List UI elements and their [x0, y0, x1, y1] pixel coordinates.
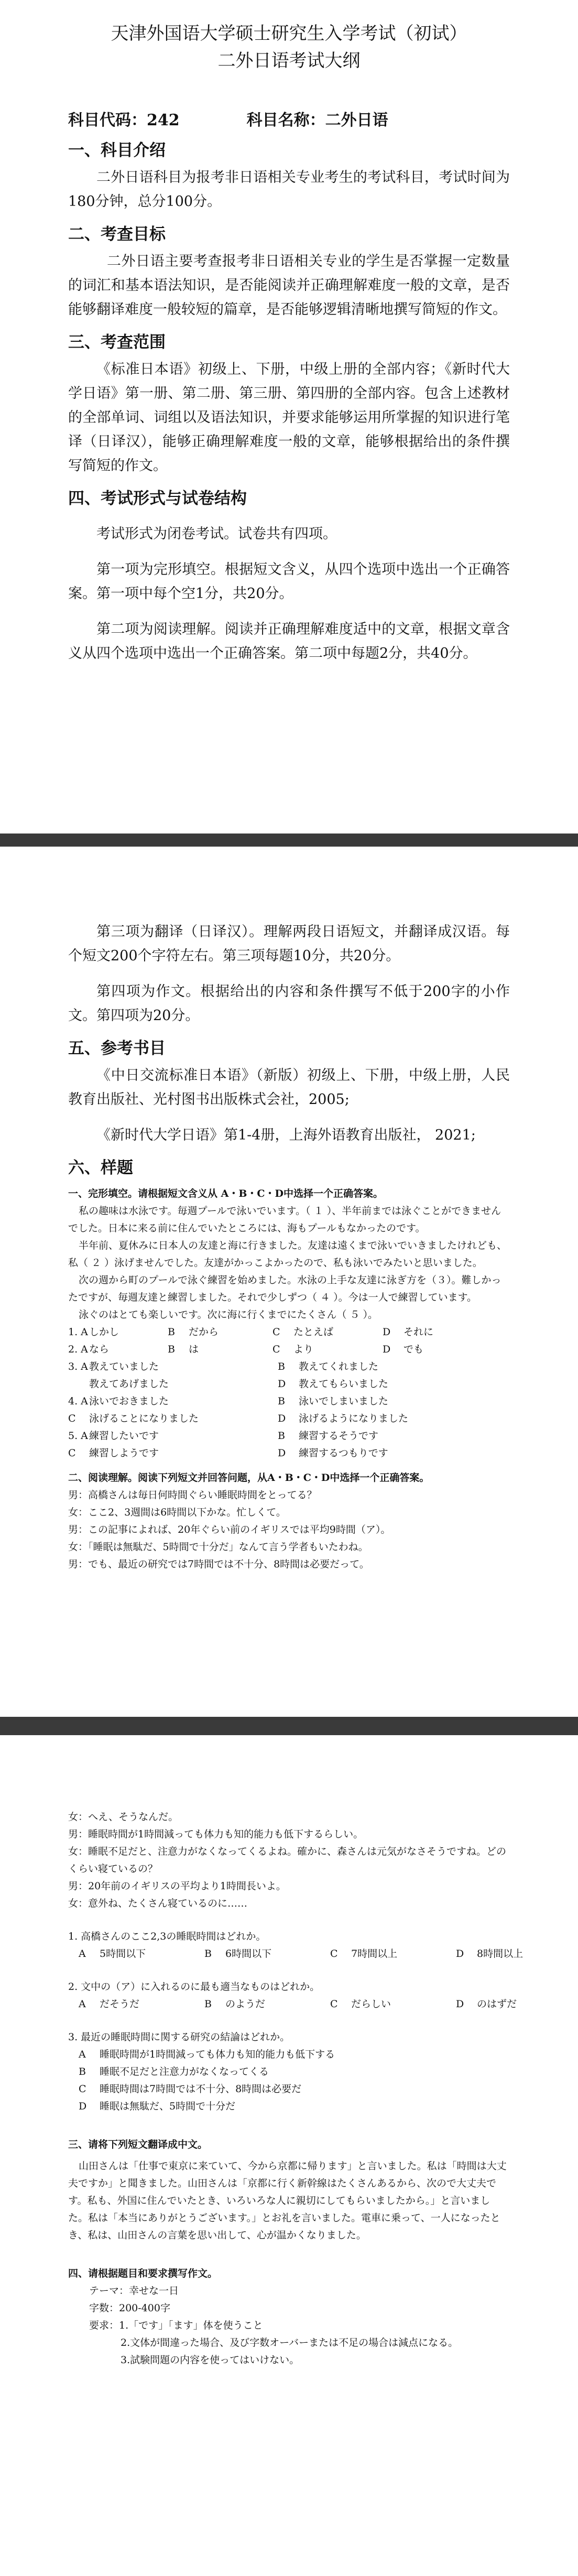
option-key: C	[330, 1948, 338, 1960]
option-text: は	[189, 1344, 199, 1355]
option-key: C	[68, 1447, 76, 1459]
option-key: D	[79, 2101, 87, 2112]
dialog-line: 男：この記事によれば、20年ぐらい前のイギリスでは平均9時間（ア）。	[68, 1524, 391, 1535]
page-2	[0, 847, 578, 1717]
subject-name: 科目名称：二外日语	[246, 111, 388, 129]
option-key: D	[456, 1948, 464, 1960]
section-text: 第三项为翻译（日译汉）。理解两段日语短文，并翻译成汉语。每个短文200个字符左右。第三项每题10分，共20分。	[68, 924, 510, 964]
dialog-line: 女：「睡眠は無駄だ、5時間で十分だ」なんて言う学者もいたわね。	[68, 1541, 368, 1553]
option-text: 睡眠は無駄だ、5時間で十分だ	[100, 2101, 236, 2112]
passage-paragraph: 泳ぐのはとても楽しいです。次に海に行くまでにたくさん（ ５ ）。	[79, 1309, 378, 1321]
option-key: B	[204, 1998, 212, 2010]
essay-requirement: 2.文体が間違った場合、及び字数オーバーまたは不足の場合は減点になる。	[121, 2337, 459, 2348]
option-text: 泳げることになりました	[89, 1413, 199, 1424]
option-key: C	[330, 1998, 338, 2010]
section-text: 《标准日本语》初级上、下册，中级上册的全部内容；《新时代大学日语》第一册、第二册、第三册、第四册的全部内容。包含上述教材的全部单词、词组以及语法知识，并要求能够运用所掌握的知识进行笔译（日译汉），能够正确理解难度一般的文章，能够根据给出的条件撰写简短的作文。	[68, 361, 510, 474]
section-heading: 三、考查范围	[68, 333, 166, 352]
option-text: 練習しようです	[89, 1447, 159, 1459]
option-text: 泳いでしまいました	[299, 1395, 389, 1407]
option-key: D	[278, 1378, 286, 1390]
option-text: でも	[403, 1344, 424, 1355]
option-key: 5. A	[68, 1430, 88, 1442]
exam-title: 天津外国语大学硕士研究生入学考试（初试）	[111, 23, 467, 44]
section-heading: 一、科目介绍	[68, 141, 166, 160]
section-text: 第一项为完形填空。根据短文含义，从四个选项中选出一个正确答案。第一项中每个空1分，共20分。	[68, 561, 510, 602]
options-row	[68, 1945, 524, 1963]
sample-cloze	[68, 1185, 510, 1324]
section-heading: 五、参考书目	[68, 1039, 166, 1058]
option-key: C	[68, 1413, 76, 1424]
sample-reading	[68, 1469, 510, 1573]
option-key: C	[272, 1326, 280, 1338]
sample-heading: 一、完形填空。请根据短文含义从 A・B・C・D中选择一个正确答案。	[68, 1188, 384, 1199]
section-text: 二外日语主要考查报考非日语相关专业的学生是否掌握一定数量的词汇和基本语法知识，是否能阅读并正确理解难度一般的文章，是否能够翻译难度一般较短的篇章，是否能够逻辑清晰地撰写简短的作文。	[68, 253, 510, 318]
option-text: だらしい	[351, 1998, 391, 2010]
option-key: B	[204, 1948, 212, 1960]
subject-code: 科目代码：242	[68, 111, 180, 129]
option-key: B	[79, 2066, 86, 2077]
option-text: 8時間以上	[477, 1948, 524, 1960]
section-text: 第四项为作文。根据给出的内容和条件撰写不低于200字的小作文。第四项为20分。	[68, 983, 510, 1024]
option-text: なら	[89, 1344, 110, 1355]
option-key: B	[278, 1361, 285, 1372]
option-text: 7時間以上	[351, 1948, 398, 1960]
translation-text: 山田さんは「仕事で東京に来ていて、今から京都に帰ります」と言いました。私は「時間は大丈夫ですか」と聞きました。山田さんは「京都に行く新幹線はたくさんあるから、次ので大丈夫です。私も、外国に住んでいたとき、いろいろな人に親切にしてもらいましたから。」と言いました。私は「本当にありがとうございます。」とお礼を言いました。電車に乗って、一人になったとき、私は、山田さんの言葉を思い出して、心が温かくなりました。	[68, 2160, 507, 2241]
essay-theme: テーマ：幸せな一日	[89, 2285, 179, 2297]
option-key: B	[168, 1344, 175, 1355]
option-key: D	[383, 1326, 391, 1338]
option-key: B	[168, 1326, 175, 1338]
option-text: 練習したいです	[89, 1430, 159, 1442]
question: 1. 高橋さんのここ2,3の睡眠時間はどれか。	[68, 1931, 266, 1942]
dialog-line: 女：意外ね、たくさん寝ているのに……	[68, 1898, 248, 1909]
section-heading: 六、样题	[68, 1159, 133, 1177]
subject-meta	[68, 107, 510, 130]
option-key: C	[79, 2083, 86, 2095]
option-key: B	[278, 1430, 285, 1442]
dialog-line: 男：高橋さんは毎日何時間ぐらい睡眠時間をとってる？	[68, 1489, 317, 1501]
sample-heading: 三、请将下列短文翻译成中文。	[68, 2139, 208, 2150]
option-text: 6時間以下	[225, 1948, 272, 1960]
options-row	[68, 1341, 510, 1358]
passage-paragraph: 半年前、夏休みに日本人の友達と海に行きました。友達は遠くまで泳いでいきましたけれども、私（ ２ ）泳げませんでした。友達がかっこよかったので、私も泳いでみたいと思いました。	[68, 1240, 507, 1269]
option-text: 泳いでおきました	[89, 1395, 169, 1407]
dialog-line: 女：ここ2、3週間は6時間以下かな。忙しくて。	[68, 1507, 286, 1518]
page-3	[0, 1735, 578, 2576]
question: 3. 最近の睡眠時間に関する研究の結論はどれか。	[68, 2031, 290, 2043]
option-text: 教えてくれました	[299, 1361, 379, 1372]
essay-count: 字数：200-400字	[89, 2302, 170, 2314]
option-text: だそうだ	[100, 1998, 140, 2010]
option-text: 睡眠時間が1時間減っても体力も知的能力も低下する	[100, 2049, 335, 2060]
option-key: A	[79, 1948, 86, 1960]
options-block	[68, 1358, 510, 1462]
option-text: だから	[189, 1326, 219, 1338]
option-text: 教えてもらいました	[299, 1378, 389, 1390]
sample-essay	[68, 2265, 510, 2369]
dialog-line: 女：睡眠不足だと、注意力がなくなってくるよね。確かに、森さんは元気がなさそうですね。どのくらい寝ているの？	[68, 1846, 507, 1875]
option-key: A	[79, 2049, 86, 2060]
page-1	[0, 0, 578, 834]
options-row	[68, 1324, 510, 1341]
option-key	[68, 1376, 89, 1393]
section-text: 二外日语科目为报考非日语相关专业考生的考试科目，考试时间为180分钟，总分100分。	[68, 169, 510, 210]
option-key: 4. A	[68, 1395, 88, 1407]
question: 2. 文中の（ア）に入れるのに最も適当なものはどれか。	[68, 1981, 320, 1993]
option-text: 教えてあげました	[89, 1378, 169, 1390]
option-text: 睡眠不足だと注意力がなくなってくる	[100, 2066, 269, 2077]
option-key: 3. A	[68, 1361, 88, 1372]
option-text: 泳げるようになりました	[299, 1413, 409, 1424]
option-text: 5時間以下	[100, 1948, 146, 1960]
dialog-continued	[68, 1809, 510, 1912]
essay-requirement: 要求：1.「です」「ます」体を使うこと	[89, 2320, 263, 2331]
option-text: 睡眠時間は7時間では不十分、8時間は必要だ	[100, 2083, 302, 2095]
options-row	[68, 1996, 517, 2013]
dialog-line: 男：20年前のイギリスの平均より1時間長いよ。	[68, 1880, 286, 1892]
page-gap	[0, 1717, 578, 1735]
option-text: 練習するつもりです	[299, 1447, 388, 1459]
dialog-line: 女：へえ、そうなんだ。	[68, 1811, 179, 1823]
option-key: C	[272, 1344, 280, 1355]
option-text: 練習するそうです	[299, 1430, 379, 1442]
option-text: のようだ	[225, 1998, 266, 2010]
dialog-line: 男：睡眠時間が1時間減っても体力も知的能力も低下するらしい。	[68, 1828, 364, 1840]
dialog-line: 男：でも、最近の研究では7時間では不十分、8時間は必要だって。	[68, 1558, 369, 1570]
option-key: 2. A	[68, 1344, 88, 1355]
reference-item: 《中日交流标准日本语》（新版）初级上、下册，中级上册，人民教育出版社、光村图书出版株式会社，2005;	[68, 1067, 510, 1108]
option-key: 1. A	[68, 1326, 88, 1338]
reference-item: 《新时代大学日语》第1-4册，上海外语教育出版社， 2021;	[96, 1127, 476, 1143]
option-text: 教えていました	[89, 1361, 159, 1372]
outline-title: 二外日语考试大纲	[217, 50, 361, 71]
section-text: 考试形式为闭卷考试。试卷共有四项。	[96, 526, 337, 542]
option-text: のはずだ	[477, 1998, 517, 2010]
option-text: しかし	[89, 1326, 119, 1338]
passage-paragraph: 私の趣味は水泳です。毎週プールで泳いでいます。（ １ ）、半年前までは泳ぐことができませんでした。日本に来る前に住んでいたところには、海もプールもなかったのです。	[68, 1205, 501, 1234]
option-key: D	[383, 1344, 391, 1355]
passage-paragraph: 次の週から町のプールで泳ぐ練習を始めました。水泳の上手な友達に泳ぎ方を（３）。難しかったですが、毎週友達と練習しました。それで少しずつ（ ４ ）。今は一人で練習しています。	[68, 1274, 501, 1303]
option-key: D	[456, 1998, 464, 2010]
section-text: 第二项为阅读理解。阅读并正确理解难度适中的文章，根据文章含义从四个选项中选出一个正确答案。第二项中每题2分，共40分。	[68, 621, 510, 662]
section-heading: 四、考试形式与试卷结构	[68, 489, 247, 508]
option-text: それに	[403, 1326, 434, 1338]
sample-heading: 二、阅读理解。阅读下列短文并回答问题，从A・B・C・D中选择一个正确答案。	[68, 1472, 430, 1484]
option-key: D	[278, 1447, 286, 1459]
option-key: B	[278, 1395, 285, 1407]
option-key: D	[278, 1413, 286, 1424]
section-heading: 二、考查目标	[68, 225, 166, 244]
options-list	[68, 2046, 510, 2115]
option-text: たとえば	[293, 1326, 334, 1338]
essay-requirement: 3.試験問題の内容を使ってはいけない。	[121, 2354, 300, 2366]
page-gap	[0, 834, 578, 847]
option-text: より	[293, 1344, 314, 1355]
option-key: A	[79, 1998, 86, 2010]
sample-translation	[68, 2136, 510, 2244]
sample-heading: 四、请根据题目和要求撰写作文。	[68, 2268, 218, 2279]
